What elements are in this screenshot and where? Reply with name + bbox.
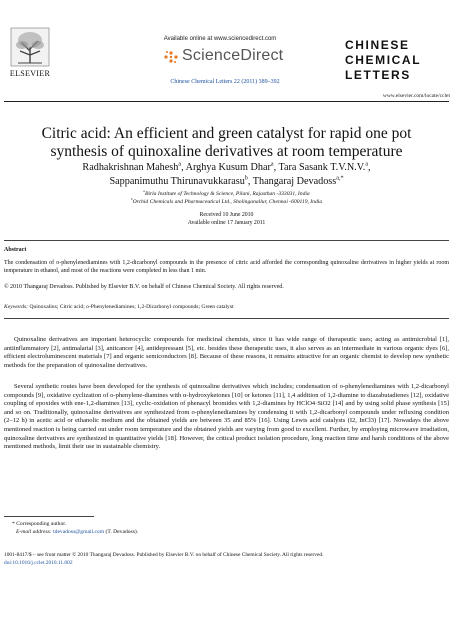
affiliations (10, 191, 443, 206)
affiliation-mark: b (130, 196, 133, 201)
affiliation-mark: a (143, 189, 145, 194)
affiliation-text: Orchid Chemicals and Pharmaceutical Ltd., Sholinganallur, Chennai -600119, India (132, 198, 323, 205)
sciencedirect-dots-icon (162, 48, 180, 66)
email-label: E-mail address: (16, 529, 52, 535)
footnote-divider (4, 516, 94, 517)
article-dates (10, 211, 443, 227)
keywords (4, 304, 449, 310)
received-date: Received 10 June 2010 (199, 212, 254, 218)
elsevier-logo (4, 27, 56, 81)
affiliation-item (10, 196, 443, 207)
article-title (10, 125, 443, 161)
author-mark: a (178, 161, 182, 168)
available-online-text: Available online at www.sciencedirect.com (163, 36, 277, 42)
publisher-name: ELSEVIER (9, 69, 51, 78)
journal-name-line-3: LETTERS (345, 68, 411, 82)
author-name: Tara Sasank T.V.N.V. (278, 162, 366, 173)
abstract-bottom-divider (4, 318, 449, 319)
abstract-top-divider (4, 240, 449, 241)
author-name: Arghya Kusum Dhar (185, 162, 271, 173)
author-name: Radhakrishnan Mahesh (82, 162, 179, 173)
keywords-label: Keywords: (4, 304, 29, 310)
sciencedirect-wordmark: ScienceDirect (182, 47, 284, 64)
author-name: Thangaraj Devadoss (252, 176, 337, 187)
authors-line-2 (10, 175, 443, 189)
email-link[interactable]: tdevadoss@gmail.com (53, 529, 105, 535)
author-mark: a (270, 161, 274, 168)
email-line (16, 529, 138, 537)
email-suffix: (T. Devadoss). (105, 529, 139, 535)
keywords-list: Quinoxalins; Citric acid; o-Phenylenediamines; 1,2-Dicarbonyl compounds; Green catalyst (29, 304, 234, 310)
author-mark: a (365, 161, 369, 168)
abstract-heading: Abstract (4, 247, 27, 253)
body-paragraph-2: Several synthetic routes have been developed for the synthesis of quinoxaline derivatives which includes; condensation of o-phenylenediamines with 1,2-dicarbonyl compounds [9], oxidative cyclization of o-phenylene-diamines with α-hydroxyketones [10] or ketones [11], 1,4 addition of 1,2-diamine to diazabutadienes [12], oxidative coupling of epoxides with ene-1,2-diamines [13], cyclic-oxidation of phenacyl bromides with 1,2-diamines by HClO4·SiO2 [14] and by using solid phase synthesis [15] and so on. Traditionally, quinoxaline derivatives are synthesized from o-phenylenediamines by condensing it with 1,2-dicarbonyl compounds under refluxing condition (2–12 h) in acetic acid or ethanolic medium and the obtained yields are between 35 and 85% [16]. Using Lewis acid catalysts (I2, InCl3) [17]. Nowadays the above mentioned reaction is being carried out under room temperature and the obtained yields are varying from good to excellent. Further, by employing microwave irradiation, quinoxaline derivatives are synthesized in quantitative yields [18]. However, the critical product isolation procedure, long reaction time and harsh conditions of the above mentioned methods, limit their use in sustainable chemistry. (4, 383, 449, 451)
affiliation-text: Birla Institute of Technology & Science, Pilani, Rajasthan -333031, India (144, 191, 310, 197)
available-date: Available online 17 January 2011 (187, 220, 266, 226)
body-paragraph-1: Quinoxaline derivatives are important heterocyclic compounds for medicinal chemists, since it has wide range of therapeutic uses; acting as antimicrobial [1], antiinflammatory [2], antimalarial [3], anticancer [4], antidepressant [5], etc. besides these therapeutic uses, it also serves as an intermediate in various organic dyes [6], efficient electroluminescent materials [7] and organic semiconductors [8]. Because of these reasons, it remains attractive for an organic chemist to develop new synthetic methods for the preparation of quinoxaline derivatives. (4, 336, 449, 369)
abstract-copyright: © 2010 Thangaraj Devadoss. Published by Elsevier B.V. on behalf of Chinese Chemical Society. All rights reserved. (4, 284, 284, 290)
authors-line-1 (10, 161, 443, 175)
journal-site-link[interactable]: www.elsevier.com/locate/cclet (382, 93, 450, 99)
author-separator: , (247, 176, 253, 187)
author-separator: , (181, 162, 186, 173)
sciencedirect-logo[interactable] (150, 46, 310, 68)
author-name: Sappanimuthu Thirunavukkarasu (109, 176, 245, 187)
author-separator: , (368, 162, 371, 173)
journal-name-line-1: CHINESE (345, 38, 410, 52)
doi-link[interactable]: doi:10.1016/j.cclet.2010.11.002 (4, 560, 73, 566)
journal-name-logo (345, 38, 449, 83)
header-divider (4, 101, 449, 102)
title-line-2: synthesis of quinoxaline derivatives at room temperature (50, 143, 403, 160)
author-mark: a,* (336, 175, 344, 182)
author-mark: b (244, 175, 248, 182)
author-separator: , (273, 162, 279, 173)
author-list (10, 161, 443, 189)
journal-name-line-2: CHEMICAL (345, 53, 422, 67)
abstract-text: The condensation of o-phenylenediamines with 1,2-dicarbonyl compounds in the presence of citric acid afforded the corresponding quinoxaline derivatives in higher yields at room temperature in ethanol, and most of the reactions were completed in less than 1 min. (4, 260, 449, 275)
journal-citation-link[interactable]: Chinese Chemical Letters 22 (2011) 389–392 (170, 79, 280, 85)
affiliation-item (10, 191, 443, 199)
elsevier-tree-icon (10, 27, 50, 67)
issn-line: 1001-8417/$ – see front matter © 2010 Thangaraj Devadoss. Published by Elsevier B.V. on behalf of Chinese Chemical Society. All rights reserved. (4, 552, 324, 558)
corresponding-author-note: * Corresponding author. (12, 521, 67, 527)
title-line-1: Citric acid: An efficient and green catalyst for rapid one pot (41, 125, 412, 142)
